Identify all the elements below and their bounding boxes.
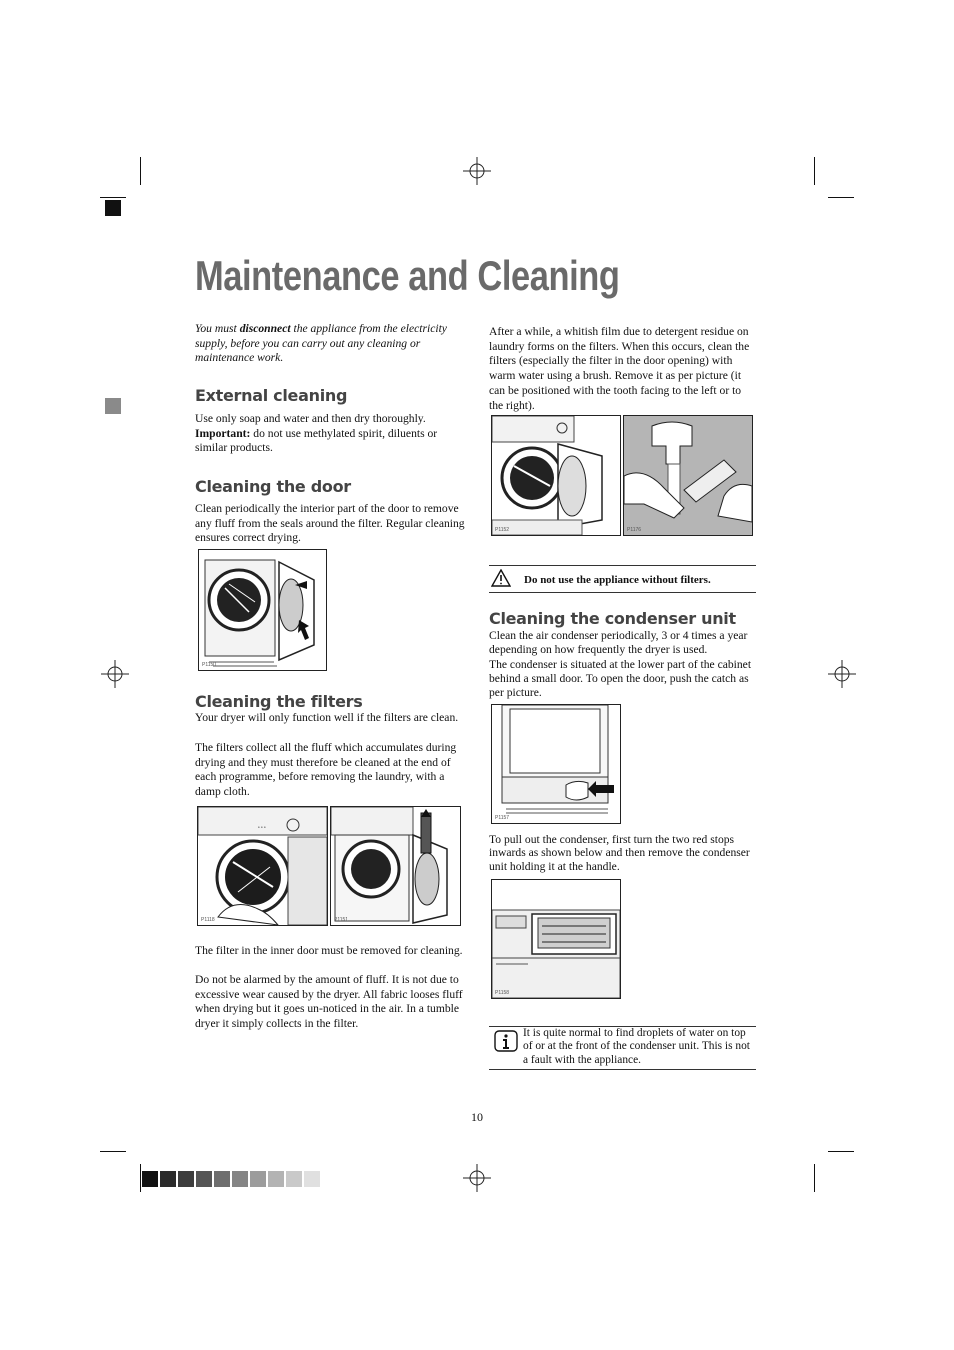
calibration-swatch bbox=[304, 1171, 320, 1187]
calibration-swatch bbox=[268, 1171, 284, 1187]
warning-triangle-icon bbox=[491, 569, 511, 587]
condenser-text-3: To pull out the condenser, first turn the two red stops inwards as shown below and then remove the condenser unit holding it at the handle. bbox=[489, 833, 750, 873]
crop-mark bbox=[140, 157, 141, 185]
info-bottom-rule bbox=[489, 1069, 756, 1070]
calibration-swatch bbox=[142, 1171, 158, 1187]
heading-cleaning-filters: Cleaning the filters bbox=[195, 692, 363, 711]
figure-condenser-door-catch bbox=[491, 704, 621, 824]
external-cleaning-text: Use only soap and water and then dry thoroughly. Important: do not use methylated spirit, diluents or similar products. bbox=[195, 412, 438, 455]
page-title: Maintenance and Cleaning bbox=[195, 252, 620, 299]
figure-label: P1158 bbox=[495, 990, 510, 996]
warning-text: Do not use the appliance without filters. bbox=[524, 574, 711, 586]
registration-crosshair-icon bbox=[828, 660, 856, 688]
condenser-text-1: Clean the air condenser periodically, 3 or 4 times a year depending on how frequently the dryer is used. bbox=[489, 629, 748, 656]
crop-mark bbox=[814, 157, 815, 185]
registration-crosshair-icon bbox=[463, 157, 491, 185]
registration-crosshair-icon bbox=[463, 1164, 491, 1192]
svg-text:• • •: • • • bbox=[258, 826, 266, 831]
figure-door-seal bbox=[198, 549, 327, 671]
registration-crosshair-icon bbox=[101, 660, 129, 688]
filters-text-2: The filters collect all the fluff which accumulates during drying and they must therefore be cleaned at the end of each programme, before removing the laundry, with a damp cloth. bbox=[195, 741, 457, 799]
heading-cleaning-door: Cleaning the door bbox=[195, 477, 351, 496]
calibration-swatch bbox=[286, 1171, 302, 1187]
crop-mark bbox=[140, 1164, 141, 1192]
heading-cleaning-condenser: Cleaning the condenser unit bbox=[489, 609, 736, 628]
figure-label: P1151 bbox=[334, 917, 349, 923]
figure-filter-removal bbox=[330, 806, 461, 926]
heading-external-cleaning: External cleaning bbox=[195, 386, 348, 405]
calibration-swatch bbox=[250, 1171, 266, 1187]
calibration-swatch bbox=[232, 1171, 248, 1187]
condenser-text-2: The condenser is situated at the lower part of the cabinet behind a small door. To open the door, push the catch as per picture. bbox=[489, 658, 752, 699]
warning-top-rule bbox=[489, 565, 756, 566]
figure-label: P1150 bbox=[202, 662, 217, 668]
crop-mark bbox=[828, 1151, 854, 1152]
figure-door-filter bbox=[491, 415, 621, 536]
calibration-swatch bbox=[196, 1171, 212, 1187]
registration-square-grey bbox=[105, 398, 121, 414]
figure-label: P1157 bbox=[495, 815, 510, 821]
crop-mark bbox=[814, 1164, 815, 1192]
filter-residue-text: After a while, a whitish film due to detergent residue on laundry forms on the filters. When this occurs, clean the filters (especially the filter in the door opening) with warm water using a brush. Remove it as per picture (it can be positioned with the tooth facing to the left or to the right). bbox=[489, 325, 750, 412]
page-number: 10 bbox=[471, 1110, 483, 1124]
figure-label: P1176 bbox=[627, 527, 642, 533]
figure-condenser-removal bbox=[491, 879, 621, 999]
door-cleaning-text: Clean periodically the interior part of the door to remove any fluff from the seals around the filter. Regular cleaning ensures correct drying. bbox=[195, 502, 465, 545]
info-text: It is quite normal to find droplets of water on top of or at the front of the condenser unit. This is not a fault with the appliance. bbox=[523, 1027, 750, 1066]
crop-mark bbox=[828, 197, 854, 198]
calibration-swatch bbox=[178, 1171, 194, 1187]
filters-text-4: Do not be alarmed by the amount of fluff. It is not due to excessive wear caused by the dryer. All fabric looses fluff when drying but it goes un-noticed in the air. In a tumble dryer it simply collects in the filter. bbox=[195, 973, 463, 1031]
info-icon bbox=[494, 1030, 518, 1052]
crop-mark bbox=[100, 197, 126, 198]
figure-label: P1152 bbox=[495, 527, 510, 533]
crop-mark bbox=[100, 1151, 126, 1152]
filters-text-1: Your dryer will only function well if the filters are clean. bbox=[195, 711, 459, 724]
calibration-swatch bbox=[160, 1171, 176, 1187]
registration-square-black bbox=[105, 200, 121, 216]
intro-bold: disconnect bbox=[239, 322, 291, 335]
intro-warning: You must disconnect the appliance from the electricity supply, before you can carry out any cleaning or maintenance work. bbox=[195, 322, 447, 365]
calibration-swatch bbox=[214, 1171, 230, 1187]
figure-label: P1118 bbox=[201, 917, 215, 923]
figure-filter-under-tap bbox=[623, 415, 753, 536]
figure-filter-cleaning-cloth bbox=[197, 806, 328, 926]
filters-text-3: The filter in the inner door must be removed for cleaning. bbox=[195, 944, 463, 957]
warning-bottom-rule bbox=[489, 592, 756, 593]
